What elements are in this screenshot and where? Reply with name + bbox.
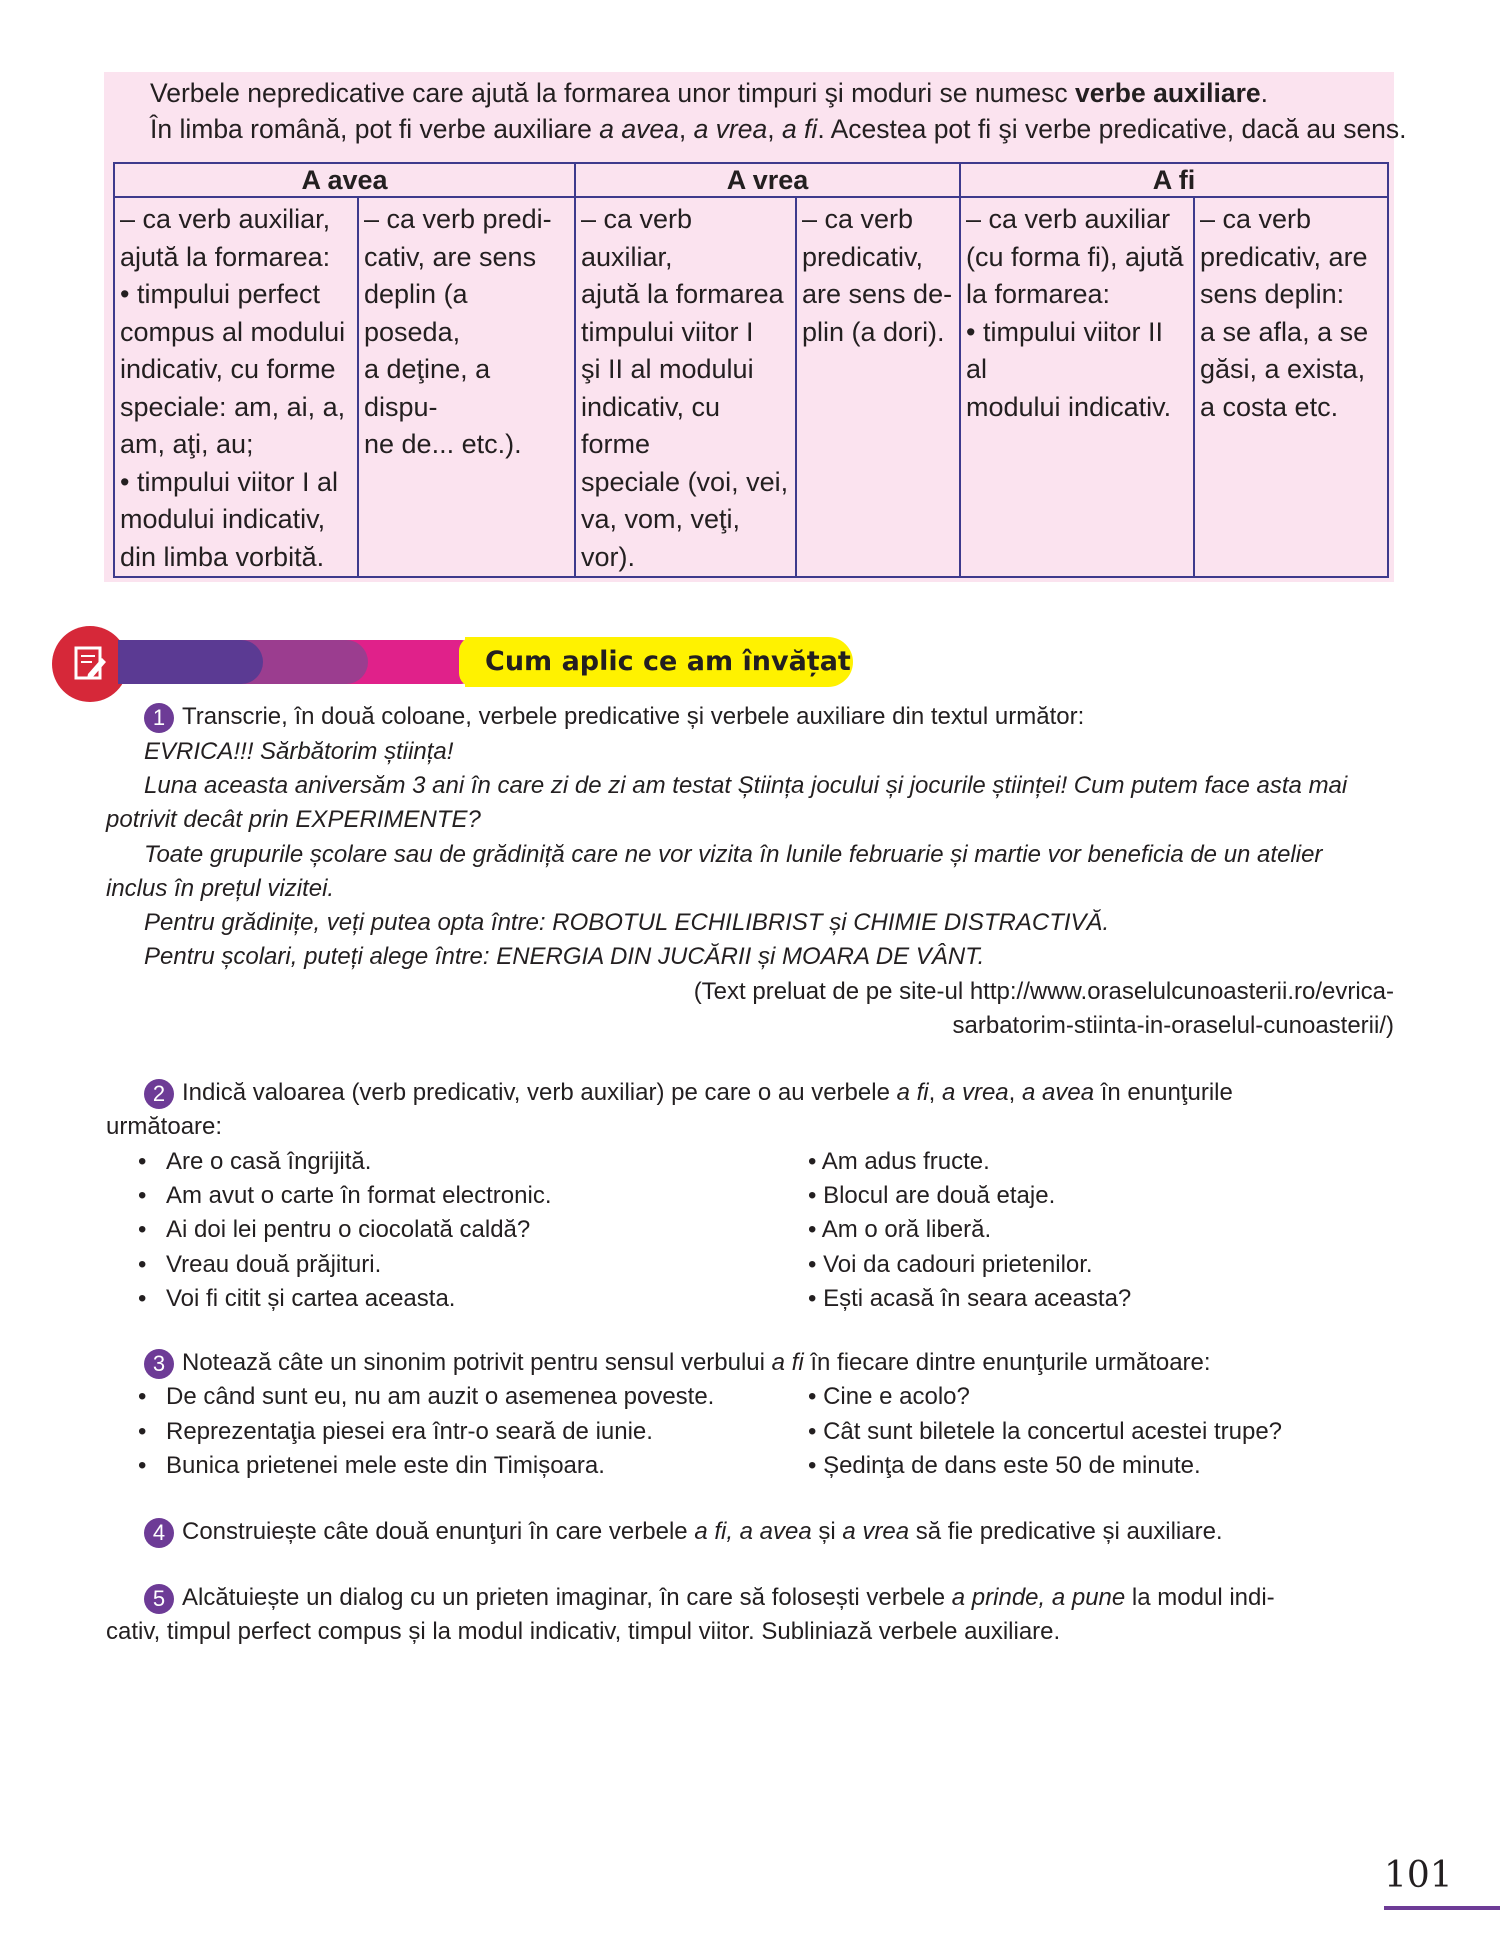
table-cell-line: deplin (a poseda,: [364, 279, 468, 347]
list-item: • Reprezentaţia piesei era într-o seară de iunie.: [138, 1415, 653, 1449]
section-title: Cum aplic ce am învățat: [465, 637, 853, 687]
table-cell-line: plin (a dori).: [802, 316, 945, 347]
exercise-1-prompt: 1 Transcrie, în două coloane, verbele predicative și verbele auxiliare din textul următor:: [144, 700, 1084, 734]
cell-vrea-auxiliary: [575, 197, 796, 577]
list-item: • Vreau două prăjituri.: [138, 1248, 381, 1282]
table-cell-line: – ca verb auxiliar,: [120, 204, 331, 234]
exercise-1-text: Pentru școlari, puteți alege între: ENERGIA DIN JUCĂRII și MOARA DE VÂNT.: [144, 943, 985, 970]
table-cell-line: timpului viitor I: [581, 316, 754, 347]
cell-vrea-predicative: [796, 197, 960, 577]
table-cell-line: găsi, a exista,: [1200, 354, 1366, 384]
list-item: • Ședinţa de dans este 50 de minute.: [808, 1452, 1201, 1479]
list-item: • Am o oră liberă.: [808, 1216, 992, 1243]
table-cell-line: • timpului perfect: [120, 279, 321, 309]
table-cell-line: predicativ,: [802, 241, 924, 272]
table-cell-line: speciale: am, ai, a,: [120, 391, 346, 422]
cell-avea-auxiliary: [114, 197, 358, 577]
intro-line-1: Verbele nepredicative care ajută la formarea unor timpuri şi moduri se numesc verbe auxiliare.: [150, 78, 1269, 108]
cell-avea-predicative: [358, 197, 575, 577]
exercise-3-prompt: 3 Notează câte un sinonim potrivit pentru sensul verbului a fi în fiecare dintre enunţurile următoare:: [144, 1346, 1211, 1380]
table-cell-line: la formarea:: [966, 279, 1111, 309]
table-cell-line: – ca verb auxiliar: [966, 204, 1171, 234]
table-cell-line: – ca verb predi-: [364, 204, 552, 234]
table-cell-line: – ca verb auxiliar,: [581, 204, 693, 272]
table-cell-line: • timpului viitor II al: [966, 316, 1164, 384]
table-cell-line: ne de... etc.).: [364, 429, 522, 459]
table-cell-line: modului indicativ.: [966, 391, 1172, 422]
table-cell-line: a deţine, a dispu-: [364, 354, 491, 422]
header-a-fi: A fi: [960, 163, 1388, 197]
exercise-1-text: EVRICA!!! Sărbătorim știința!: [144, 738, 454, 765]
page-number: 101: [1384, 1855, 1453, 1896]
list-item: • Am avut o carte în format electronic.: [138, 1179, 552, 1213]
list-item: • Voi da cadouri prietenilor.: [808, 1251, 1093, 1278]
exercise-number-badge: 1: [144, 703, 174, 733]
exercise-5-prompt: cativ, timpul perfect compus și la modul indicativ, timpul viitor. Subliniază verbele auxiliare.: [106, 1618, 1061, 1645]
exercise-number-badge: 4: [144, 1518, 174, 1548]
exercise-1-text: Toate grupurile școlare sau de grădiniță care ne vor vizita în lunile februarie și martie vor beneficia de un atelier: [144, 841, 1323, 868]
list-item: • Cât sunt biletele la concertul acestei trupe?: [808, 1418, 1283, 1445]
page-number-underline: [1384, 1906, 1500, 1910]
table-cell-line: cativ, are sens: [364, 241, 537, 272]
table-cell-line: – ca verb: [802, 204, 914, 234]
table-cell-line: a costa etc.: [1200, 391, 1339, 422]
banner-bar-purple: [118, 640, 263, 684]
pencil-note-icon: [52, 626, 128, 702]
exercise-1-text: inclus în prețul vizitei.: [106, 875, 335, 902]
exercise-5-prompt: 5 Alcătuiește un dialog cu un prieten imaginar, în care să folosești verbele a prinde, a pune la modul indi-: [144, 1581, 1275, 1615]
intro-line-2: În limba română, pot fi verbe auxiliare a avea, a vrea, a fi. Acestea pot fi şi verbe predicative, dacă au sens.: [150, 114, 1407, 144]
table-cell-line: • timpului viitor I al: [120, 466, 339, 497]
table-cell-line: din limba vorbită.: [120, 541, 325, 572]
table-cell-line: a se afla, a se: [1200, 316, 1369, 347]
header-a-avea: A avea: [114, 163, 575, 197]
exercise-1-text: Luna aceasta aniversăm 3 ani în care zi de zi am testat Știința jocului și jocurile științei! Cum putem face asta mai: [144, 772, 1348, 799]
table-cell-line: sens deplin:: [1200, 279, 1345, 309]
list-item: • Am adus fructe.: [808, 1148, 990, 1175]
list-item: • Ai doi lei pentru o ciocolată caldă?: [138, 1213, 530, 1247]
table-cell-line: indicativ, cu forme: [120, 354, 336, 384]
exercise-2-prompt: următoare:: [106, 1113, 223, 1140]
table-cell-line: modului indicativ,: [120, 504, 326, 534]
table-cell-line: indicativ, cu forme: [581, 391, 721, 459]
list-item: • De când sunt eu, nu am auzit o asemenea poveste.: [138, 1380, 714, 1414]
table-cell-line: va, vom, veţi, vor).: [581, 504, 741, 572]
table-cell-line: speciale (voi, vei,: [581, 466, 789, 497]
exercise-1-text: potrivit decât prin EXPERIMENTE?: [106, 806, 481, 833]
exercise-number-badge: 5: [144, 1584, 174, 1614]
list-item: • Cine e acolo?: [808, 1383, 970, 1410]
exercise-4-prompt: 4 Construiește câte două enunţuri în care verbele a fi, a avea și a vrea să fie predicative și auxiliare.: [144, 1515, 1223, 1549]
table-cell-line: şi II al modului: [581, 354, 754, 384]
table-cell-line: compus al modului: [120, 316, 346, 347]
table-cell-line: predicativ, are: [1200, 241, 1368, 272]
table-cell-line: (cu forma fi), ajută: [966, 241, 1184, 272]
exercise-2-prompt: 2 Indică valoarea (verb predicativ, verb auxiliar) pe care o au verbele a fi, a vrea, a avea în enunţurile: [144, 1076, 1233, 1110]
exercise-number-badge: 3: [144, 1349, 174, 1379]
table-cell-line: are sens de-: [802, 279, 953, 309]
list-item: • Are o casă îngrijită.: [138, 1145, 371, 1179]
list-item: • Voi fi citit și cartea aceasta.: [138, 1282, 455, 1316]
list-item: • Ești acasă în seara aceasta?: [808, 1285, 1132, 1312]
source-citation: (Text preluat de pe site-ul http://www.oraselulcunoasterii.ro/evrica-: [693, 978, 1394, 1005]
cell-fi-auxiliary: [960, 197, 1194, 577]
header-a-vrea: A vrea: [575, 163, 960, 197]
source-citation: sarbatorim-stiinta-in-oraselul-cunoasterii/): [952, 1012, 1394, 1039]
table-cell-line: ajută la formarea: [581, 279, 784, 309]
list-item: • Blocul are două etaje.: [808, 1182, 1056, 1209]
cell-fi-predicative: [1194, 197, 1388, 577]
table-cell-line: ajută la formarea:: [120, 241, 331, 272]
table-cell-line: am, aţi, au;: [120, 429, 254, 459]
exercise-1-text: Pentru grădinițe, veți putea opta între: ROBOTUL ECHILIBRIST și CHIMIE DISTRACTIVĂ.: [144, 909, 1110, 936]
table-cell-line: – ca verb: [1200, 204, 1312, 234]
auxiliary-verbs-table: [113, 162, 1389, 578]
list-item: • Bunica prietenei mele este din Timișoara.: [138, 1449, 605, 1483]
exercise-number-badge: 2: [144, 1079, 174, 1109]
